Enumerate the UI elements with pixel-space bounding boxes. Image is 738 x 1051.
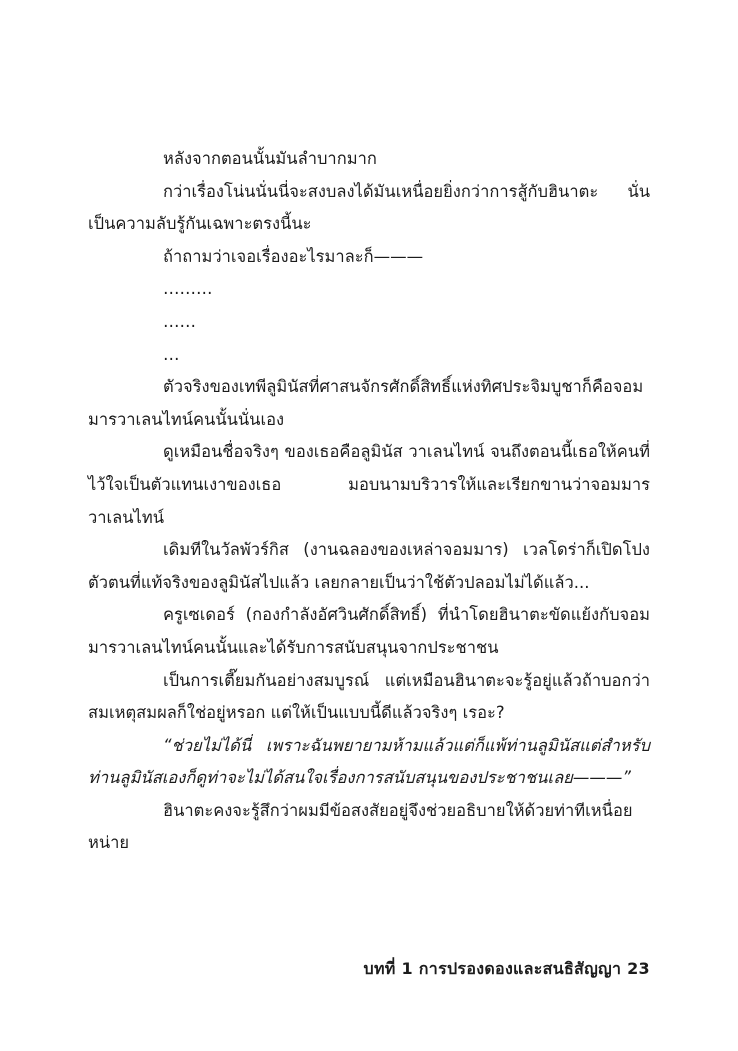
ellipsis-line: …… xyxy=(163,311,196,331)
running-footer: บทที่ 1 การปรองดองและสนธิสัญญา 23 xyxy=(363,959,650,978)
ellipsis-line: … xyxy=(163,344,180,364)
paragraph: ฮินาตะคงจะรู้สึกว่าผมมีข้อสงสัยอยู่จึงช่วยอธิบายให้ด้วยท่าทีเหนื่อยหน่าย xyxy=(88,800,633,853)
paragraph: เป็นการเตี๊ยมกันอย่างสมบูรณ์ แต่เหมือนฮินาตะจะรู้อยู่แล้วถ้าบอกว่าสมเหตุสมผลก็ใช่อยู่หรอก แต่ให้เป็นแบบนี้ดีแล้วจริงๆ เรอะ? xyxy=(88,670,650,723)
ellipsis-line: ……… xyxy=(163,279,213,299)
paragraph: กว่าเรื่องโน่นนั่นนี่จะสงบลงได้มันเหนื่อยยิ่งกว่าการสู้กับฮินาตะ นั่นเป็นความลับรู้กันเฉพาะตรงนี้นะ xyxy=(88,181,650,234)
body-text xyxy=(88,143,650,860)
paragraph: ครูเซเดอร์ (กองกำลังอัศวินศักดิ์สิทธิ์) ที่นำโดยฮินาตะขัดแย้งกับจอมมารวาเลนไทน์คนนั้นและได้รับการสนับสนุนจากประชาชน xyxy=(88,605,650,657)
paragraph: ดูเหมือนชื่อจริงๆ ของเธอคือลูมินัส วาเลนไทน์ จนถึงตอนนี้เธอให้คนที่ไว้ใจเป็นตัวแทนเงาของเธอ มอบนามบริวารให้และเรียกขานว่าจอมมารวาเลนไทน์ xyxy=(88,442,650,527)
paragraph: หลังจากตอนนั้นมันลำบากมาก xyxy=(163,149,377,168)
paragraph: ถ้าถามว่าเจอเรื่องอะไรมาละก็——— xyxy=(163,246,424,266)
dialogue-paragraph: “ช่วยไม่ได้นี่ เพราะฉันพยายามห้ามแล้วแต่ก็แพ้ท่านลูมินัสแต่สำหรับท่านลูมินัสเองก็ดูท่าจะไม่ได้สนใจเรื่องการสนับสนุนของประชาชนเลย———” xyxy=(88,735,650,788)
paragraph: เดิมทีในวัลพัวร์กิส (งานฉลองของเหล่าจอมมาร) เวลโดร่าก็เปิดโปงตัวตนที่แท้จริงของลูมินัสไปแล้ว เลยกลายเป็นว่าใช้ตัวปลอมไม่ได้แล้ว... xyxy=(88,540,650,592)
paragraph: ตัวจริงของเทพีลูมินัสที่ศาสนจักรศักดิ์สิทธิ์แห่งทิศประจิมบูชาก็คือจอมมารวาเลนไทน์คนนั้นนั่นเอง xyxy=(88,377,644,429)
